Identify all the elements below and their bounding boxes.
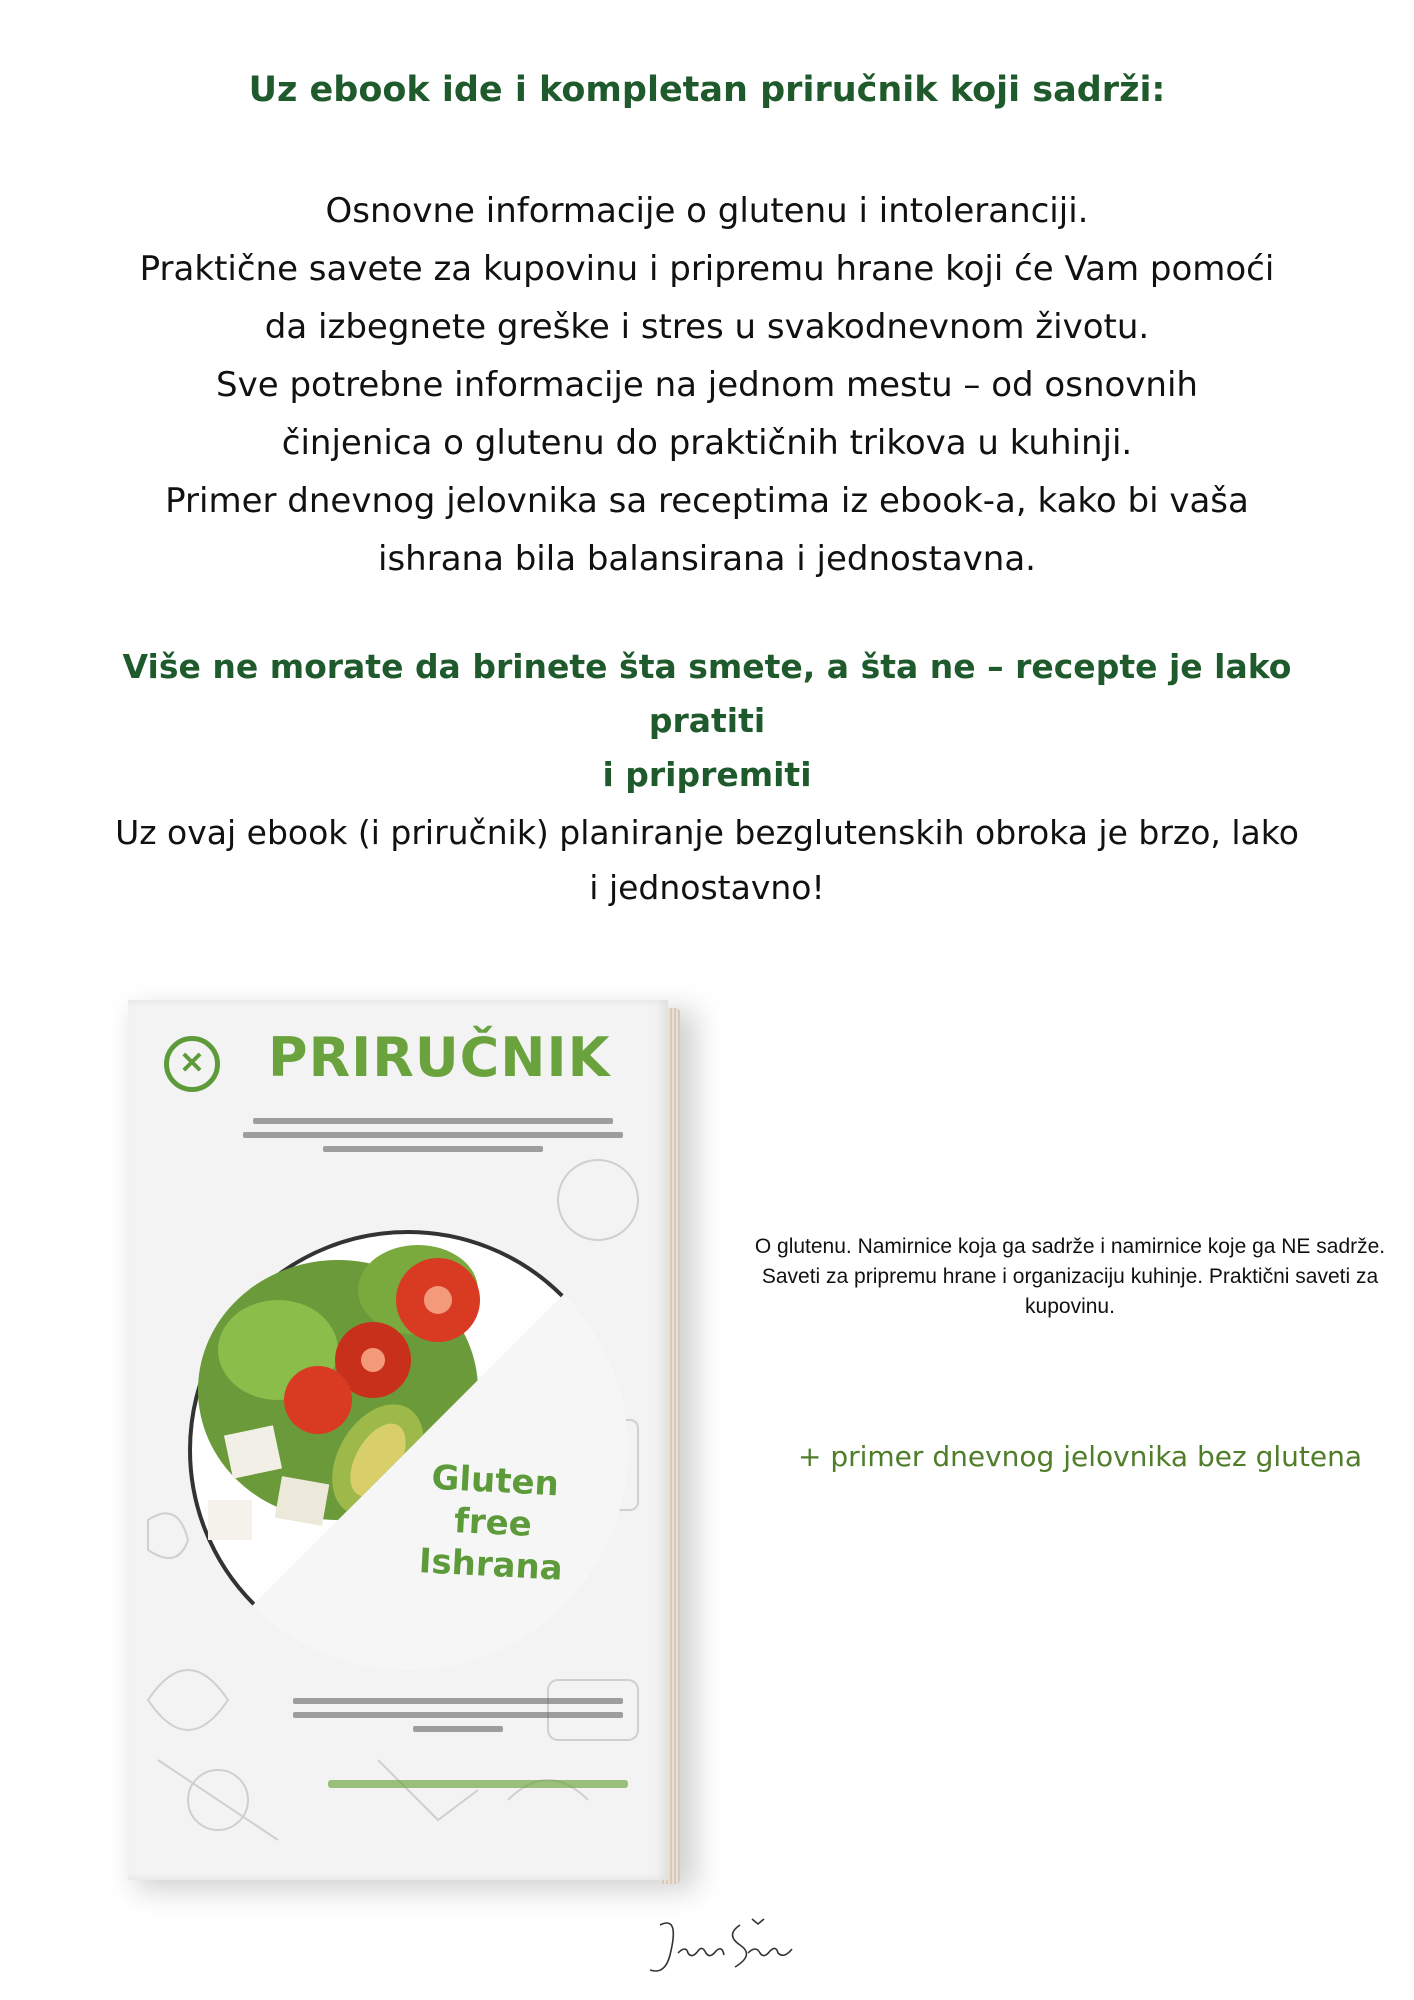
- intro-line: ishrana bila balansirana i jednostavna.: [378, 539, 1036, 579]
- cover-subtitle: [395, 1455, 591, 1591]
- intro-line: Sve potrebne informacije na jednom mestu – od osnovnih: [216, 365, 1198, 405]
- intro-line: činjenica o glutenu do praktičnih trikova u kuhinji.: [281, 423, 1133, 463]
- cover-subtitle-line: Ishrana: [417, 1541, 564, 1589]
- closing-line: Uz ovaj ebook (i priručnik) planiranje bezglutenskih obroka je brzo, lako: [115, 813, 1299, 852]
- cover-subtitle-line: Gluten free: [430, 1457, 560, 1546]
- closing-paragraph: [110, 805, 1304, 915]
- intro-line: da izbegnete greške i stres u svakodnevnom životu.: [264, 307, 1150, 347]
- highlight-line: i pripremiti: [602, 755, 812, 794]
- highlight-note: [120, 640, 1294, 802]
- salad-illustration: [188, 1230, 628, 1670]
- book-cover: [128, 1000, 668, 1880]
- book-mockup: [128, 1000, 688, 1880]
- highlight-line: Više ne morate da brinete šta smete, a šta ne – recepte je lako pratiti: [122, 647, 1292, 740]
- intro-paragraph: [100, 182, 1314, 588]
- intro-line: Primer dnevnog jelovnika sa receptima iz ebook-a, kako bi vaša: [165, 481, 1249, 521]
- cover-bonus-text-line: [328, 1780, 628, 1788]
- book-description: O glutenu. Namirnice koja ga sadrže i namirnice koje ga NE sadrže. Saveti za pripremu hrane i organizaciju kuhinje. Praktični saveti za kupovinu.: [754, 1235, 1386, 1318]
- page-heading: Uz ebook ide i kompletan priručnik koji sadrži:: [248, 70, 1166, 110]
- intro-line: Praktične savete za kupovinu i pripremu hrane koji će Vam pomoći: [139, 249, 1275, 289]
- gluten-free-logo-icon: ✕: [164, 1036, 220, 1092]
- signature: [640, 1905, 820, 1985]
- book-bonus: + primer dnevnog jelovnika bez glutena: [797, 1440, 1362, 1473]
- closing-line: i jednostavno!: [589, 868, 825, 907]
- cover-intro-text-lines: [238, 1110, 628, 1160]
- cover-title: PRIRUČNIK: [268, 1026, 611, 1089]
- intro-line: Osnovne informacije o glutenu i intoleranciji.: [325, 191, 1089, 231]
- cover-description-text-lines: [288, 1690, 628, 1740]
